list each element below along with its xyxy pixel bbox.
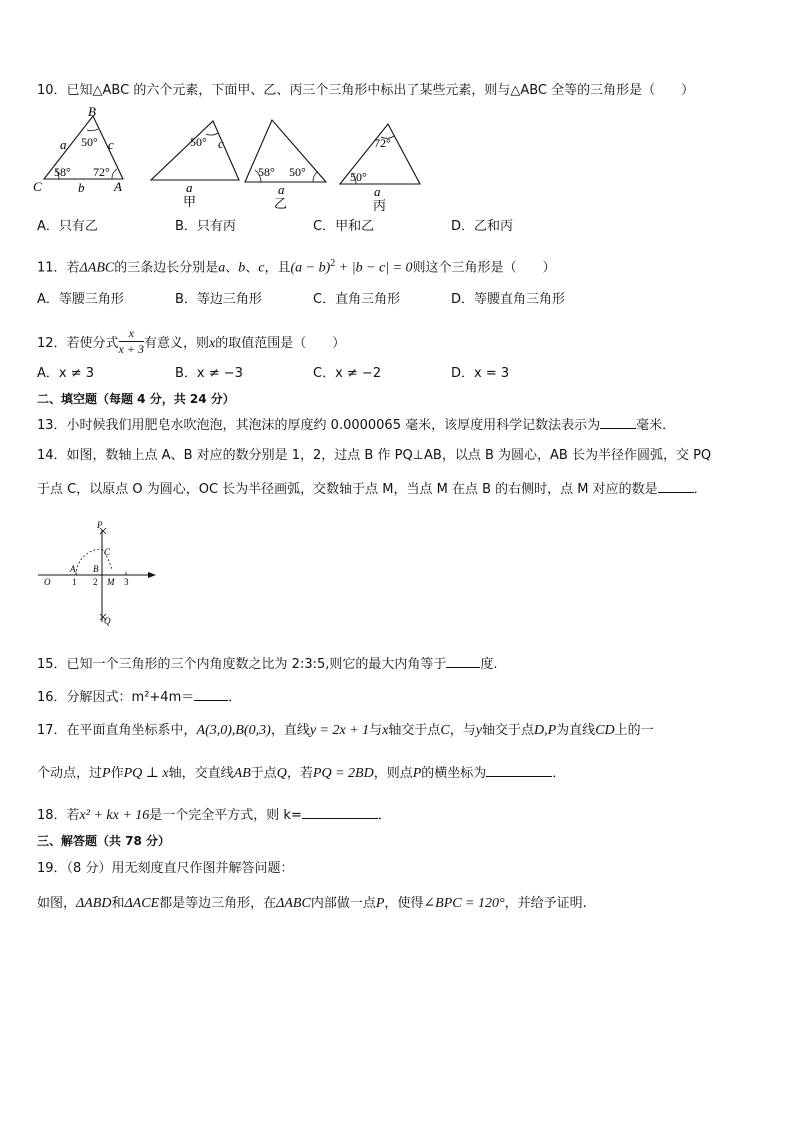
fig-label-o: O xyxy=(44,577,51,587)
q17-l2f: ，则点 xyxy=(373,766,413,781)
bing-angle-left: 50° xyxy=(350,170,367,184)
q14-number-line-figure xyxy=(34,518,164,630)
label-angle-b: 50° xyxy=(81,135,98,149)
q14-line2 xyxy=(37,480,707,499)
q12-frac-num: x xyxy=(119,326,144,342)
q12-var: x xyxy=(209,336,216,351)
q15-tail: 度. xyxy=(480,657,498,672)
jia-side-c: c xyxy=(218,136,224,151)
q19-l2d: 内部做一点 xyxy=(310,896,376,911)
q17-p: P xyxy=(102,766,111,781)
q17-p7: 为直线 xyxy=(556,723,596,738)
q12-t2: 的取值范围是（ ） xyxy=(215,336,346,351)
q17-p2: ，直线 xyxy=(270,723,310,738)
q12-stem xyxy=(37,328,345,359)
q17-p8: 上的一 xyxy=(614,723,654,738)
q10-option-d[interactable]: D．乙和丙 xyxy=(451,219,514,234)
q14-answer-blank[interactable] xyxy=(658,480,694,493)
fig-label-a: A xyxy=(70,564,76,574)
q17-p3: 与 xyxy=(369,723,383,738)
q17-p2-var: P xyxy=(412,766,422,781)
q11-t3: 则这个三角形是（ ） xyxy=(412,260,556,276)
fig-label-3: 3 xyxy=(124,577,129,587)
label-side-c: c xyxy=(108,137,114,152)
q19-p: P xyxy=(375,896,385,911)
q11-exp: 2 xyxy=(330,258,336,269)
triangle-abc xyxy=(33,104,123,195)
fig-label-1: 1 xyxy=(72,577,77,587)
q12-fraction xyxy=(119,326,144,357)
q10-figures xyxy=(30,104,450,214)
q11-triangle: ΔABC xyxy=(79,260,115,276)
q11-option-d[interactable]: D．等腰直角三角形 xyxy=(451,292,566,307)
q17-l2c: 轴，交直线 xyxy=(168,766,234,781)
q10-option-c[interactable]: C．甲和乙 xyxy=(313,219,375,234)
q17-l2a: 个动点，过 xyxy=(37,766,103,781)
q18-p1: 18．若 xyxy=(37,808,80,823)
q15-answer-blank[interactable] xyxy=(446,655,480,668)
q16-stem xyxy=(37,688,241,707)
q17-l2e: ，若 xyxy=(286,766,313,781)
q16-text: 16．分解因式：m²+4m＝ xyxy=(37,690,195,705)
q11-a: a xyxy=(218,260,226,276)
q11-expr1: (a − b) xyxy=(290,260,331,276)
q16-tail: ． xyxy=(228,690,242,705)
q12-t1: 有意义，则 xyxy=(143,336,209,351)
q17-l2g: 的横坐标为 xyxy=(421,766,487,781)
label-c-vertex: C xyxy=(33,179,42,194)
q17-line1 xyxy=(37,722,654,740)
q17-l2b: 作 xyxy=(110,766,124,781)
section-fill-in-title: 二、填空题（每题 4 分，共 24 分） xyxy=(37,392,235,406)
q17-answer-blank[interactable] xyxy=(486,764,552,777)
q15-text: 15．已知一个三角形的三个内角度数之比为 2:3:5,则它的最大内角等于 xyxy=(37,657,447,672)
q17-tail: ． xyxy=(552,766,566,781)
q12-option-a[interactable]: A．x ≠ 3 xyxy=(37,366,95,381)
q19-angle: ∠BPC = 120° xyxy=(423,896,505,911)
q17-p4: 轴交于点 xyxy=(388,723,441,738)
triangle-jia xyxy=(151,121,239,209)
q18-expr: x² + kx + 16 xyxy=(79,808,150,823)
q17-line2 xyxy=(37,764,565,783)
q11-num: 11．若 xyxy=(37,260,80,276)
yi-angle-left: 58° xyxy=(258,165,275,179)
q17-l2d: 于点 xyxy=(250,766,277,781)
q14-line2-text: 于点 C，以原点 O 为圆心，OC 长为半径画弧，交数轴于点 M，当点 M 在点 B 的右侧时，点 M 对应的数是 xyxy=(37,482,658,497)
section-solve-title: 三、解答题（共 78 分） xyxy=(37,834,171,848)
fig-label-2: 2 xyxy=(93,577,98,587)
q17-c: C xyxy=(440,723,450,738)
q19-l2e: ，使得 xyxy=(384,896,424,911)
jia-angle: 50° xyxy=(190,135,207,149)
label-side-b: b xyxy=(78,180,85,195)
yi-name: 乙 xyxy=(274,196,288,211)
q17-points: A(3,0),B(0,3) xyxy=(196,723,271,738)
q12-option-d[interactable]: D．x = 3 xyxy=(451,366,510,381)
q14-tail: ． xyxy=(693,482,707,497)
label-a-vertex: A xyxy=(114,179,122,194)
q15-stem xyxy=(37,655,498,674)
q12-option-c[interactable]: C．x ≠ −2 xyxy=(313,366,382,381)
q19-line2 xyxy=(37,895,587,913)
q19-tri3: ΔABC xyxy=(276,896,311,911)
q17-p1: 17．在平面直角坐标系中， xyxy=(37,723,197,738)
q11-option-a[interactable]: A．等腰三角形 xyxy=(37,292,124,307)
q18-stem xyxy=(37,806,391,825)
q19-l2f: ，并给予证明. xyxy=(504,896,587,911)
q11-sep2: 、 xyxy=(245,260,259,276)
bing-name: 丙 xyxy=(373,198,387,213)
q13-text: 13．小时候我们用肥皂水吹泡泡，其泡沫的厚度约 0.0000065 毫米，该厚度用科学记数法表示为 xyxy=(37,418,601,433)
q14-line1: 14．如图，数轴上点 A、B 对应的数分别是 1，2，过点 B 作 PQ⊥AB，以点 B 为圆心，AB 长为半径作圆弧，交 PQ xyxy=(37,448,712,463)
fig-label-p: P xyxy=(97,520,103,530)
fig-label-b: B xyxy=(93,564,99,574)
q11-option-c[interactable]: C．直角三角形 xyxy=(313,292,401,307)
yi-angle-right: 50° xyxy=(289,165,306,179)
q11-option-b[interactable]: B．等边三角形 xyxy=(175,292,262,307)
fig-label-q: Q xyxy=(104,616,111,626)
q10-option-a[interactable]: A．只有乙 xyxy=(37,219,98,234)
label-angle-c: 58° xyxy=(54,165,71,179)
q19-l2a: 如图， xyxy=(37,896,77,911)
bing-angle-top: 72° xyxy=(374,136,391,150)
label-side-a: a xyxy=(60,137,67,152)
label-b-vertex: B xyxy=(88,104,96,119)
fig-label-m: M xyxy=(107,577,115,587)
q13-stem xyxy=(37,416,675,435)
q18-answer-blank[interactable] xyxy=(302,806,378,819)
q11-sep1: 、 xyxy=(225,260,239,276)
q13-answer-blank[interactable] xyxy=(600,416,636,429)
q17-pqx: PQ ⊥ x xyxy=(123,766,169,781)
q19-line1: 19．（8 分）用无刻度直尺作图并解答问题： xyxy=(37,861,294,876)
q17-cond: PQ = 2BD xyxy=(312,766,374,781)
q18-tail: ． xyxy=(377,808,391,823)
yi-side-a: a xyxy=(278,182,285,197)
q12-option-b[interactable]: B．x ≠ −3 xyxy=(175,366,243,381)
q11-b: b xyxy=(238,260,246,276)
q19-l2b: 和 xyxy=(111,896,125,911)
q11-t2: ，且 xyxy=(264,260,291,276)
q11-c: c xyxy=(258,260,265,276)
q11-t1: 的三条边长分别是 xyxy=(114,260,219,276)
q17-p5: ，与 xyxy=(449,723,476,738)
triangle-yi xyxy=(245,120,326,211)
q19-l2c: 都是等边三角形，在 xyxy=(159,896,277,911)
q19-tri1: ΔABD xyxy=(76,896,112,911)
fig-label-c: C xyxy=(104,547,111,557)
q17-line: y = 2x + 1 xyxy=(309,723,370,738)
q10-option-b[interactable]: B．只有丙 xyxy=(175,219,236,234)
q11-stem xyxy=(37,255,556,277)
bing-side-a: a xyxy=(374,184,381,199)
triangle-bing xyxy=(340,124,420,213)
q19-tri2: ΔACE xyxy=(124,896,160,911)
jia-side-a: a xyxy=(186,180,193,195)
q12-frac-den: x + 3 xyxy=(118,342,144,356)
q17-cd: CD xyxy=(595,723,615,738)
q13-tail: 毫米． xyxy=(636,418,676,433)
q17-p6: 轴交于点 xyxy=(481,723,534,738)
q17-dp: D,P xyxy=(534,723,557,738)
q10-stem: 10．已知△ABC 的六个元素，下面甲、乙、丙三个三角形中标出了某些元素，则与△ABC 全等的三角形是（ ） xyxy=(37,83,695,98)
q11-expr2: + |b − c| = 0 xyxy=(335,260,413,276)
label-angle-a: 72° xyxy=(93,165,110,179)
q17-y: y xyxy=(475,723,482,738)
q17-q: Q xyxy=(276,766,287,781)
q16-answer-blank[interactable] xyxy=(194,688,228,701)
arrow-head-icon xyxy=(148,572,156,578)
q17-x: x xyxy=(382,723,389,738)
q17-ab: AB xyxy=(233,766,251,781)
q12-num: 12．若使分式 xyxy=(37,336,119,351)
q18-p2: 是一个完全平方式，则 k= xyxy=(149,808,302,823)
jia-name: 甲 xyxy=(183,194,197,209)
